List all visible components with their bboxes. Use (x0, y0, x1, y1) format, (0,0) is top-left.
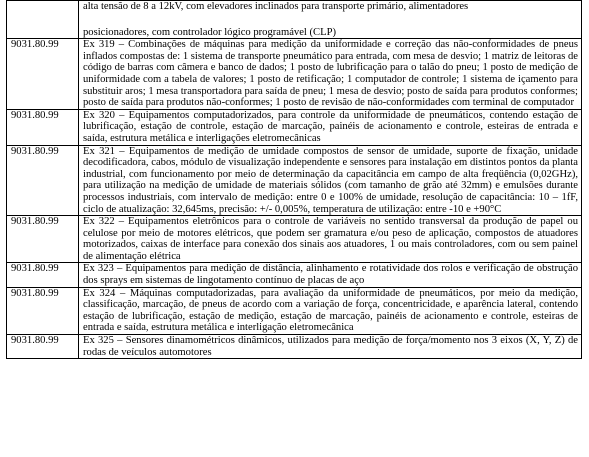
table-row (7, 263, 582, 287)
tariff-table (6, 0, 582, 359)
ncm-code-cell: 9031.80.99 (7, 335, 79, 359)
table-row (7, 145, 582, 216)
ncm-code-cell: 9031.80.99 (7, 145, 79, 216)
description-cell (79, 1, 582, 39)
description-cell: Ex 325 – Sensores dinamométricos dinâmicos, utilizados para medição de força/momento nos 3 eixos (X, Y, Z) de rodas de veículos automotores (79, 335, 582, 359)
ncm-code-cell: 9031.80.99 (7, 216, 79, 263)
ncm-code-cell (7, 1, 79, 39)
description-text: alta tensão de 8 a 12kV, com elevadores inclinados para transporte primário, alimentadores (83, 1, 469, 12)
description-cell: Ex 319 – Combinações de máquinas para medição da uniformidade e correção das não-conformidades de pneus inflados compostas de: 1 sistema de transporte pneumático para entrada, com mesa de desvio; 1 matriz de leitoras de código de barras com câmera e banco de dados; 1 posto de lubrificação para o talão do pneu; 1 posto de medição de uniformidade com a tabela de valores; 1 posto de retificação; 1 computador de controle; 1 sistema de içamento para substituir aros; 1 mesa transportadora para saída de pneu; 1 mesa de desvio; posto de saída para produtos conformes; posto de saída para produtos não-conformes; 1 posto de revisão de não-conformidades com terminal de computador (79, 39, 582, 110)
table-row (7, 39, 582, 110)
table-row (7, 109, 582, 145)
table-row (7, 335, 582, 359)
table-row (7, 1, 582, 39)
description-cell: Ex 321 – Equipamentos de medição de umidade compostos de sensor de umidade, suporte de fixação, unidade decodificadora, cabos, módulo de visualização independente e sensores para instalação em distintos pontos da planta industrial, com funcionamento por meio de determinação da capacitância em campo de alta freqüência (0,02GHz), para utilização na medição de umidade de materiais sólidos (com tamanho de grão até 32mm) e emulsões durante processos industriais, com intervalo de medição: entre 0 e 100% de umidade, resolução de capacitância: 10 – 1fF, ciclo de atualização: 32,645ms, precisão: +/- 0,005%, temperatura de utilização: entre -10 e +90°C (79, 145, 582, 216)
description-cell: Ex 320 – Equipamentos computadorizados, para controle da uniformidade de pneumáticos, contendo estação de lubrificação, estação de controle, estação de marcação, painéis de acionamento e controle, esteiras de entrada e saída, estrutura metálica e interligações eletromecânicas (79, 109, 582, 145)
description-cell: Ex 324 – Máquinas computadorizadas, para avaliação da uniformidade de pneumáticos, por meio da medição, classificação, marcação, de pneus de acordo com a variação de força, concentricidade, e aparência lateral, contendo estação de lubrificação, estação de medição, estação de marcação, painéis de acionamento e controle, esteiras de entrada e saída, estrutura metálica e interligação eletromecânica (79, 287, 582, 334)
table-row (7, 287, 582, 334)
description-cell: Ex 323 – Equipamentos para medição de distância, alinhamento e rotatividade dos rolos e verificação de obstrução dos sprays em sistemas de lingotamento contínuo de placas de aço (79, 263, 582, 287)
ncm-code-cell: 9031.80.99 (7, 287, 79, 334)
table-row (7, 216, 582, 263)
ncm-code-cell: 9031.80.99 (7, 39, 79, 110)
ncm-code-cell: 9031.80.99 (7, 109, 79, 145)
blank-gap (83, 13, 578, 27)
description-text: posicionadores, com controlador lógico programável (CLP) (83, 26, 337, 38)
description-cell: Ex 322 – Equipamentos eletrônicos para o controle de variáveis no sentido transversal da produção de papel ou celulose por meio de motores elétricos, que podem ser gramatura e/ou peso de aplicação, compostos de atuadores motorizados, caixas de interface para conexão dos sinais aos atuadores, 1 ou mais controladores, com ou sem painel de alimentação elétrica (79, 216, 582, 263)
ncm-code-cell: 9031.80.99 (7, 263, 79, 287)
